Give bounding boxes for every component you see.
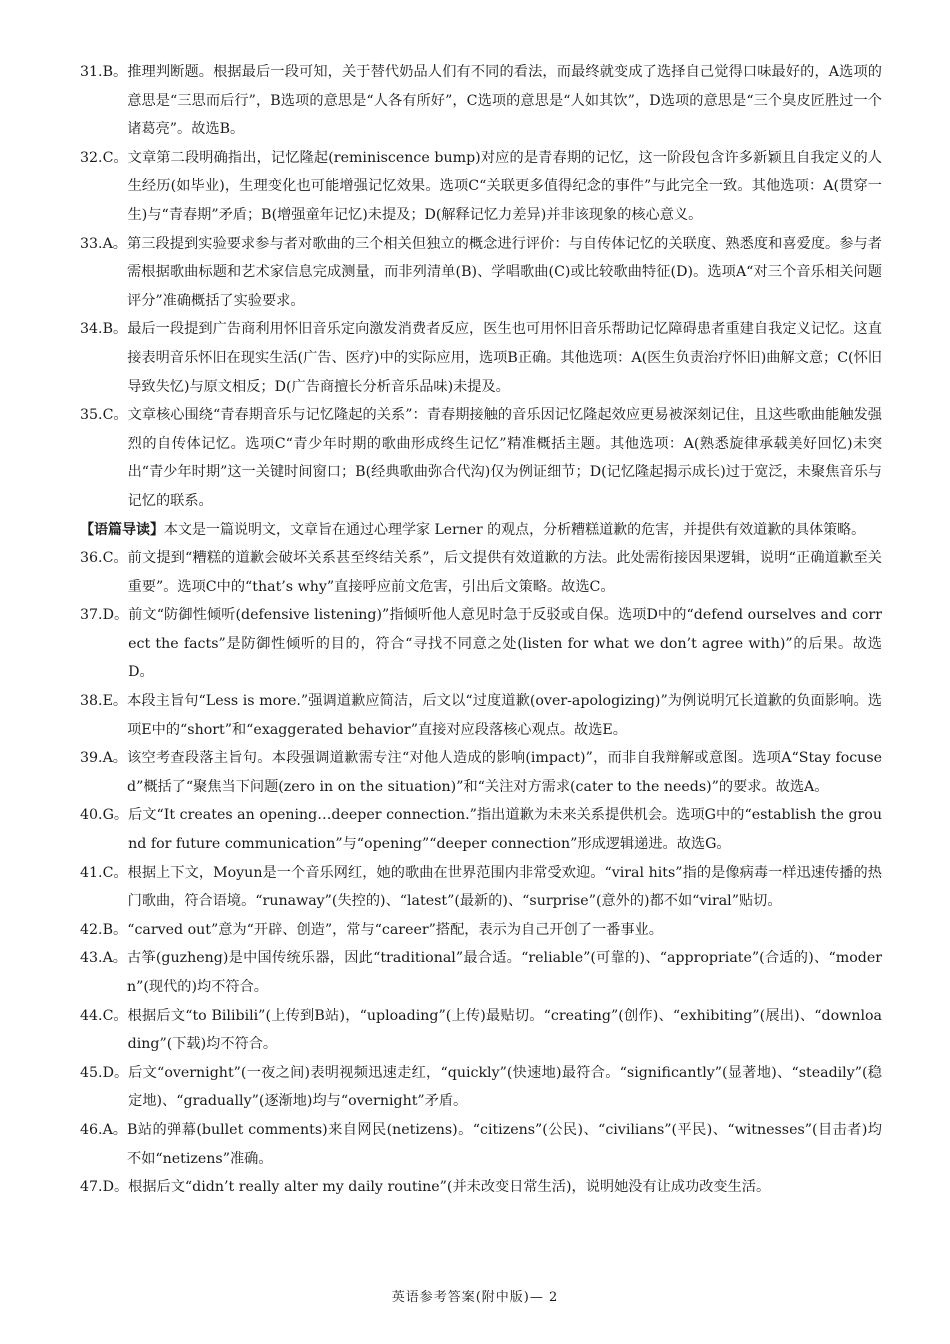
item-explanation: 古筝(guzheng)是中国传统乐器，因此“traditional”最合适。“reliable”(可靠的)、“appropriate”(合适的)、“modern”(现代的)均不符合。 — [127, 950, 882, 995]
item-explanation: 最后一段提到广告商利用怀旧音乐定向激发消费者反应，医生也可用怀旧音乐帮助记忆障碍患者重建自我定义记忆。这直接表明音乐怀旧在现实生活(广告、医疗)中的实际应用，选项B正确。其他选项：A(医生负责治疗怀旧)曲解文意；C(怀旧导致失忆)与原文相反；D(广告商擅长分析音乐品味)未提及。 — [127, 321, 882, 395]
answer-item-43 — [80, 944, 882, 1001]
answer-item-46 — [80, 1116, 882, 1173]
passage-guide-text: 本文是一篇说明文，文章旨在通过心理学家 Lerner 的观点，分析糟糕道歉的危害，并提供有效道歉的具体策略。 — [164, 521, 866, 538]
item-explanation: B站的弹幕(bullet comments)来自网民(netizens)。“citizens”(公民)、“civilians”(平民)、“witnesses”(目击者)均不如“netizens”准确。 — [127, 1121, 882, 1167]
passage-guide-label: 【语篇导读】 — [80, 521, 164, 538]
answer-item-44 — [80, 1002, 882, 1059]
answer-item-31 — [80, 58, 882, 144]
item-number: 32.C。 — [80, 149, 128, 166]
item-number: 44.C。 — [80, 1007, 128, 1024]
item-number: 41.C。 — [80, 864, 128, 881]
item-number: 45.D。 — [80, 1064, 129, 1081]
item-explanation: 文章核心围绕“青春期音乐与记忆隆起的关系”：青春期接触的音乐因记忆隆起效应更易被深刻记住，且这些歌曲能触发强烈的自传体记忆。选项C“青少年时期的歌曲形成终生记忆”精准概括主题。其他选项：A(熟悉旋律承载美好回忆)未突出“青少年时期”这一关键时间窗口；B(经典歌曲弥合代沟)仅为例证细节；D(记忆隆起揭示成长)过于宽泛，未聚焦音乐与记忆的联系。 — [127, 407, 882, 509]
answer-item-38 — [80, 687, 882, 744]
item-explanation: 前文提到“糟糕的道歉会破坏关系甚至终结关系”，后文提供有效道歉的方法。此处需衔接因果逻辑，说明“正确道歉至关重要”。选项C中的“that’s why”直接呼应前文危害，引出后文策略。故选C。 — [127, 550, 882, 595]
item-explanation: 前文“防御性倾听(defensive listening)”指倾听他人意见时急于反驳或自保。选项D中的“defend ourselves and correct the facts”是防御性倾听的目的，符合“寻找不同意之处(listen for what we don’t agree with)”的后果。故选D。 — [128, 607, 882, 681]
item-number: 42.B。 — [80, 921, 128, 938]
item-explanation: 根据后文“to Bilibili”(上传到B站)，“uploading”(上传)最贴切。“creating”(创作)、“exhibiting”(展出)、“downloading”(下载)均不符合。 — [127, 1007, 882, 1053]
item-number: 36.C。 — [80, 550, 128, 567]
item-number: 35.C。 — [80, 407, 128, 424]
item-number: 37.D。 — [80, 607, 129, 624]
item-explanation: 后文“overnight”(一夜之间)表明视频迅速走红，“quickly”(快速地)最符合。“significantly”(显著地)、“steadily”(稳定地)、“gradually”(逐渐地)均与“overnight”矛盾。 — [128, 1064, 882, 1110]
answer-item-34 — [80, 315, 882, 401]
item-number: 34.B。 — [80, 321, 128, 338]
page-footer: 英语参考答案(附中版)— 2 — [391, 1290, 559, 1305]
item-explanation: 根据上下文，Moyun是一个音乐网红，她的歌曲在世界范围内非常受欢迎。“viral hits”指的是像病毒一样迅速传播的热门歌曲，符合语境。“runaway”(失控的)、“latest”(最新的)、“surprise”(意外的)都不如“viral”贴切。 — [127, 864, 882, 910]
answer-item-36 — [80, 544, 882, 601]
answer-item-32 — [80, 144, 882, 230]
item-explanation: 第三段提到实验要求参与者对歌曲的三个相关但独立的概念进行评价：与自传体记忆的关联度、熟悉度和喜爱度。参与者需根据歌曲标题和艺术家信息完成测量，而非列清单(B)、学唱歌曲(C)或比较歌曲特征(D)。选项A“对三个音乐相关问题评分”准确概括了实验要求。 — [127, 235, 882, 309]
answer-item-37 — [80, 601, 882, 687]
answer-item-33 — [80, 230, 882, 316]
item-explanation: 该空考查段落主旨句。本段强调道歉需专注“对他人造成的影响(impact)”，而非自我辩解或意图。选项A“Stay focused”概括了“聚焦当下问题(zero in on the situation)”和“关注对方需求(cater to the needs)”的要求。故选A。 — [127, 750, 882, 795]
item-explanation: “carved out”意为“开辟、创造”，常与“career”搭配，表示为自己开创了一番事业。 — [127, 921, 663, 938]
item-number: 33.A。 — [80, 235, 127, 252]
item-number: 43.A。 — [80, 950, 127, 967]
item-explanation: 推理判断题。根据最后一段可知，关于替代奶品人们有不同的看法，而最终就变成了选择自己觉得口味最好的，A选项的意思是“三思而后行”，B选项的意思是“人各有所好”，C选项的意思是“人如其饮”，D选项的意思是“三个臭皮匠胜过一个诸葛亮”。故选B。 — [127, 64, 882, 138]
item-number: 39.A。 — [80, 750, 127, 767]
item-explanation: 文章第二段明确指出，记忆隆起(reminiscence bump)对应的是青春期的记忆，这一阶段包含许多新颖且自我定义的人生经历(如毕业)，生理变化也可能增强记忆效果。选项C“关联更多值得纪念的事件”与此完全一致。其他选项：A(贯穿一生)与“青春期”矛盾；B(增强童年记忆)未提及；D(解释记忆力差异)并非该现象的核心意义。 — [127, 149, 882, 223]
answer-item-45 — [80, 1059, 882, 1116]
item-number: 47.D。 — [80, 1179, 129, 1196]
item-number: 46.A。 — [80, 1121, 127, 1138]
item-explanation: 根据后文“didn’t really alter my daily routine”(并未改变日常生活)，说明她没有让成功改变生活。 — [128, 1179, 771, 1196]
item-number: 40.G。 — [80, 807, 129, 824]
answer-item-41 — [80, 859, 882, 916]
passage-guide — [80, 516, 882, 545]
item-number: 38.E。 — [80, 693, 128, 710]
answer-item-39 — [80, 744, 882, 801]
answer-item-47 — [80, 1173, 882, 1202]
answer-item-35 — [80, 401, 882, 515]
answer-item-42 — [80, 916, 882, 945]
answer-item-40 — [80, 801, 882, 858]
item-number: 31.B。 — [80, 64, 128, 80]
item-explanation: 本段主旨句“Less is more.”强调道歉应简洁，后文以“过度道歉(over-apologizing)”为例说明冗长道歉的负面影响。选项E中的“short”和“exaggerated behavior”直接对应段落核心观点。故选E。 — [127, 693, 882, 738]
item-explanation: 后文“It creates an opening…deeper connection.”指出道歉为未来关系提供机会。选项G中的“establish the ground for future communication”与“opening”“deeper connection”形成逻辑递进。故选G。 — [128, 807, 882, 853]
